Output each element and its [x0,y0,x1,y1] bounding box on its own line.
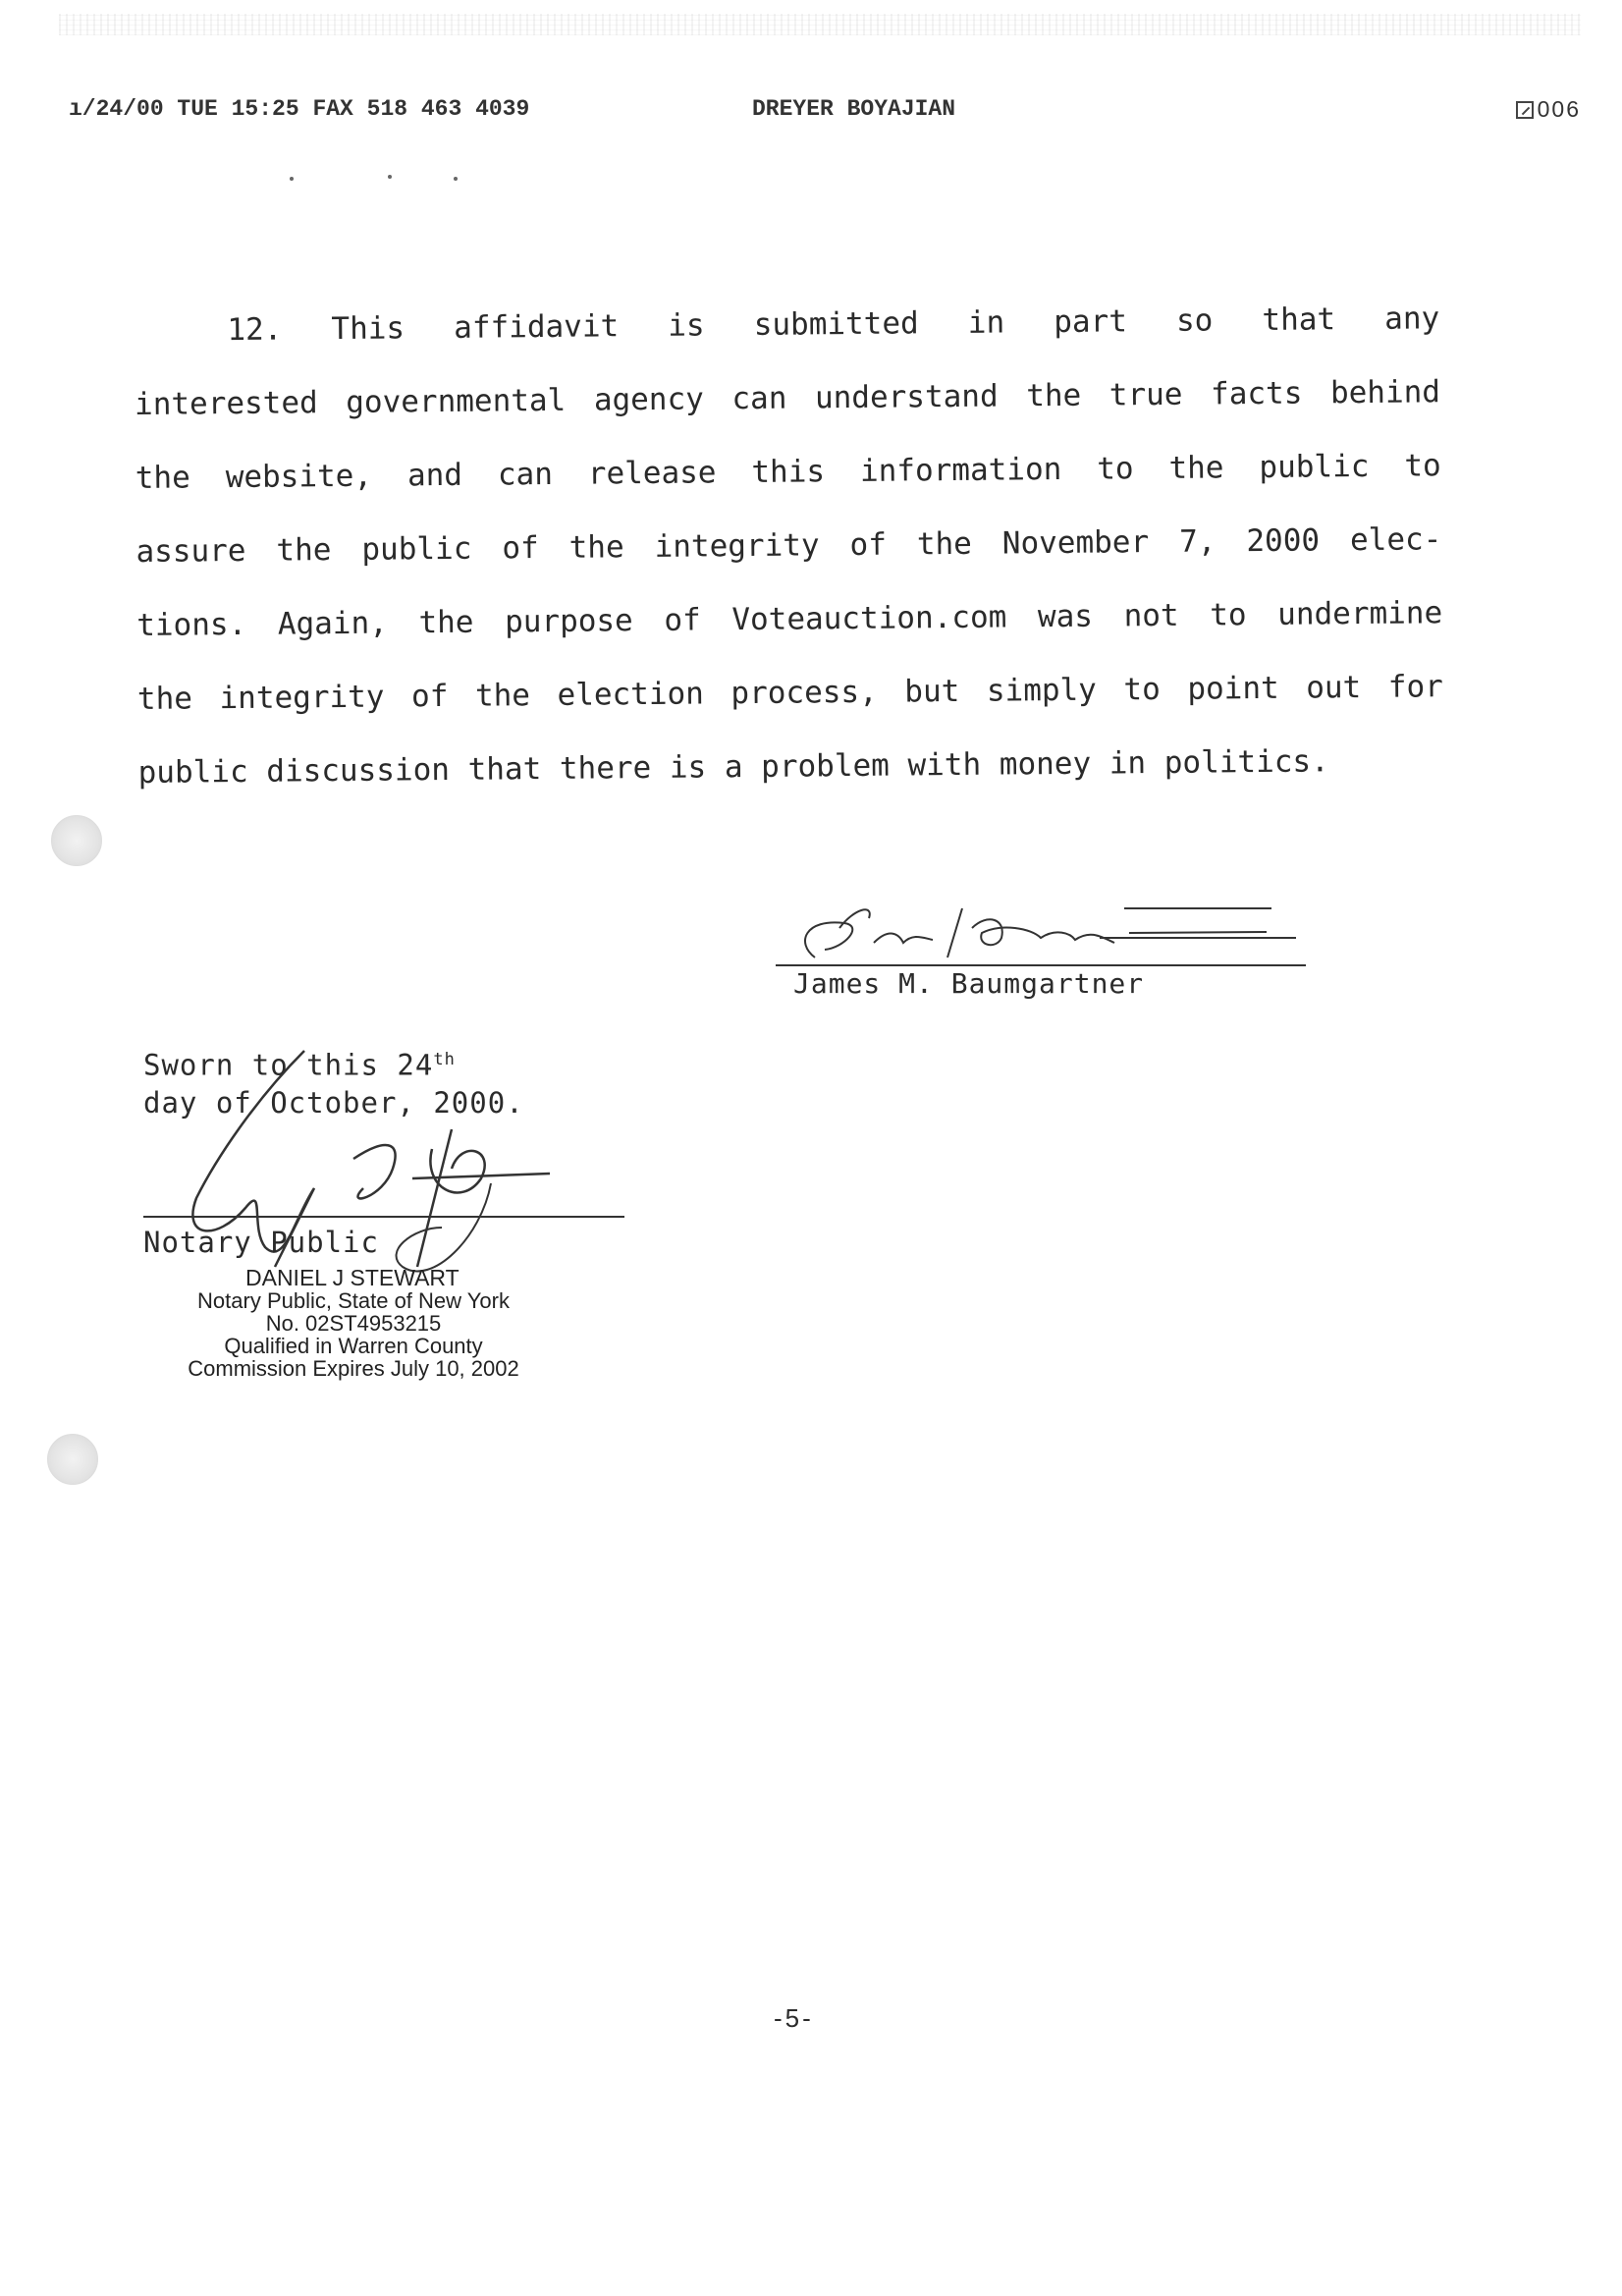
affidavit-word: to [1097,451,1134,487]
affidavit-word: interested [134,385,318,422]
affidavit-word: and [406,457,463,494]
affidavit-word: purpose [504,603,633,640]
affidavit-word: of [849,526,888,564]
affidavit-word: the [276,532,332,569]
affidavit-word: behind [1329,374,1441,411]
affidavit-word: website, [225,458,373,496]
affidavit-word: agency [593,381,705,418]
affidavit-word: was [1037,598,1094,635]
affidavit-line [135,503,1442,589]
affidavit-word: submitted [753,305,919,343]
affidavit-word: can [731,380,787,417]
scan-speck [454,177,458,181]
affidavit-word: for [1387,669,1444,705]
affidavit-word: facts [1210,375,1303,412]
affidavit-word: understand [814,378,999,416]
affidavit-word: of [664,602,701,638]
checkbox-icon [1516,101,1534,119]
page-number: -5- [774,2003,814,2033]
fax-header [69,96,1581,132]
scan-speck [388,175,392,179]
affidavit-word: of [502,530,539,567]
affidavit-word: undermine [1277,595,1443,632]
jurat-line-1: Sworn to this 24th [143,1048,456,1082]
scan-speck [290,177,294,181]
affidavit-word: is [668,307,705,344]
notary-public-label: Notary Public [143,1226,379,1259]
affidavit-word: simply [986,672,1098,709]
affidavit-word: the [568,529,624,566]
affidavit-word: 7, [1178,523,1216,560]
affidavit-word: Voteauction.com [731,599,1007,638]
affiant-signature-graphic [776,889,1325,977]
notary-number: No. 02ST4953215 [265,1311,442,1336]
affidavit-word: integrity [654,527,820,565]
affidavit-word: public [361,530,472,568]
affidavit-word: the [474,678,531,714]
notary-signature-line [143,1216,624,1218]
notary-qualified: Qualified in Warren County [224,1334,483,1358]
affidavit-word: to [1404,448,1441,484]
affidavit-word: public [1259,448,1370,486]
affidavit-word: out [1306,670,1362,706]
jurat-line-2: day of October, 2000. [143,1085,524,1120]
affidavit-word: true [1108,376,1183,413]
affidavit-word: in [967,304,1005,341]
affidavit-word: but [904,673,960,710]
affidavit-word: so [1175,302,1214,339]
affidavit-word: that [1262,301,1336,338]
affidavit-word: part [1054,303,1128,341]
fax-page-code [1516,96,1581,123]
affidavit-word: of [410,678,449,715]
affidavit-word: assure [135,532,246,570]
affidavit-word: any [1384,301,1440,337]
affidavit-word: point [1187,670,1279,707]
affidavit-word: to [1210,597,1247,633]
affidavit-word: to [1123,671,1161,708]
affidavit-word: information [859,451,1062,489]
fax-sender-firm: DREYER BOYAJIAN [752,96,956,122]
affidavit-word: public discussion that there is a problem with money in politics. [137,743,1329,791]
affidavit-line [137,650,1444,737]
affidavit-line [134,282,1440,368]
notary-title: Notary Public, State of New York [197,1288,510,1313]
affidavit-line [137,724,1444,810]
punch-hole [47,1434,98,1485]
affidavit-line [135,429,1441,516]
affidavit-word: the [136,681,193,717]
affiant-signature-block [776,889,1325,1016]
affidavit-word: tions. [136,606,247,643]
affidavit-word: the [916,525,973,563]
affidavit-word: elec- [1349,521,1442,559]
punch-hole [51,815,102,866]
affidavit-line [135,355,1441,442]
fax-transmission-info: ı/24/00 TUE 15:25 FAX 518 463 4039 [69,96,530,122]
affidavit-word: 12. [227,311,283,349]
affidavit-word: November [1001,524,1150,562]
affidavit-paragraph-12 [134,282,1444,810]
affidavit-line [136,576,1443,663]
scan-noise [59,14,1581,35]
affidavit-word: election [557,676,705,713]
notary-stamp [157,1267,550,1380]
affidavit-word: 2000 [1246,522,1321,560]
affidavit-word: the [418,604,474,641]
fax-page-number: 006 [1537,96,1581,122]
affidavit-word: Again, [277,605,389,642]
notary-commission-expiry: Commission Expires July 10, 2002 [188,1356,519,1381]
affidavit-word: affidavit [454,308,620,346]
affidavit-word: release [587,455,717,492]
affidavit-word: This [331,310,406,348]
notary-name: DANIEL J STEWART [245,1265,460,1290]
ordinal-suffix: th [433,1050,456,1069]
affidavit-word: the [135,460,190,496]
affidavit-word: can [497,456,554,493]
affidavit-word: the [1168,450,1224,486]
signer-name: James M. Baumgartner [793,967,1145,1000]
affidavit-word: process, [730,674,878,712]
affidavit-word: the [1026,377,1082,414]
affidavit-word: this [751,454,826,490]
affidavit-word: governmental [346,382,567,420]
affidavit-word: integrity [219,679,385,717]
affidavit-word: not [1123,597,1179,634]
